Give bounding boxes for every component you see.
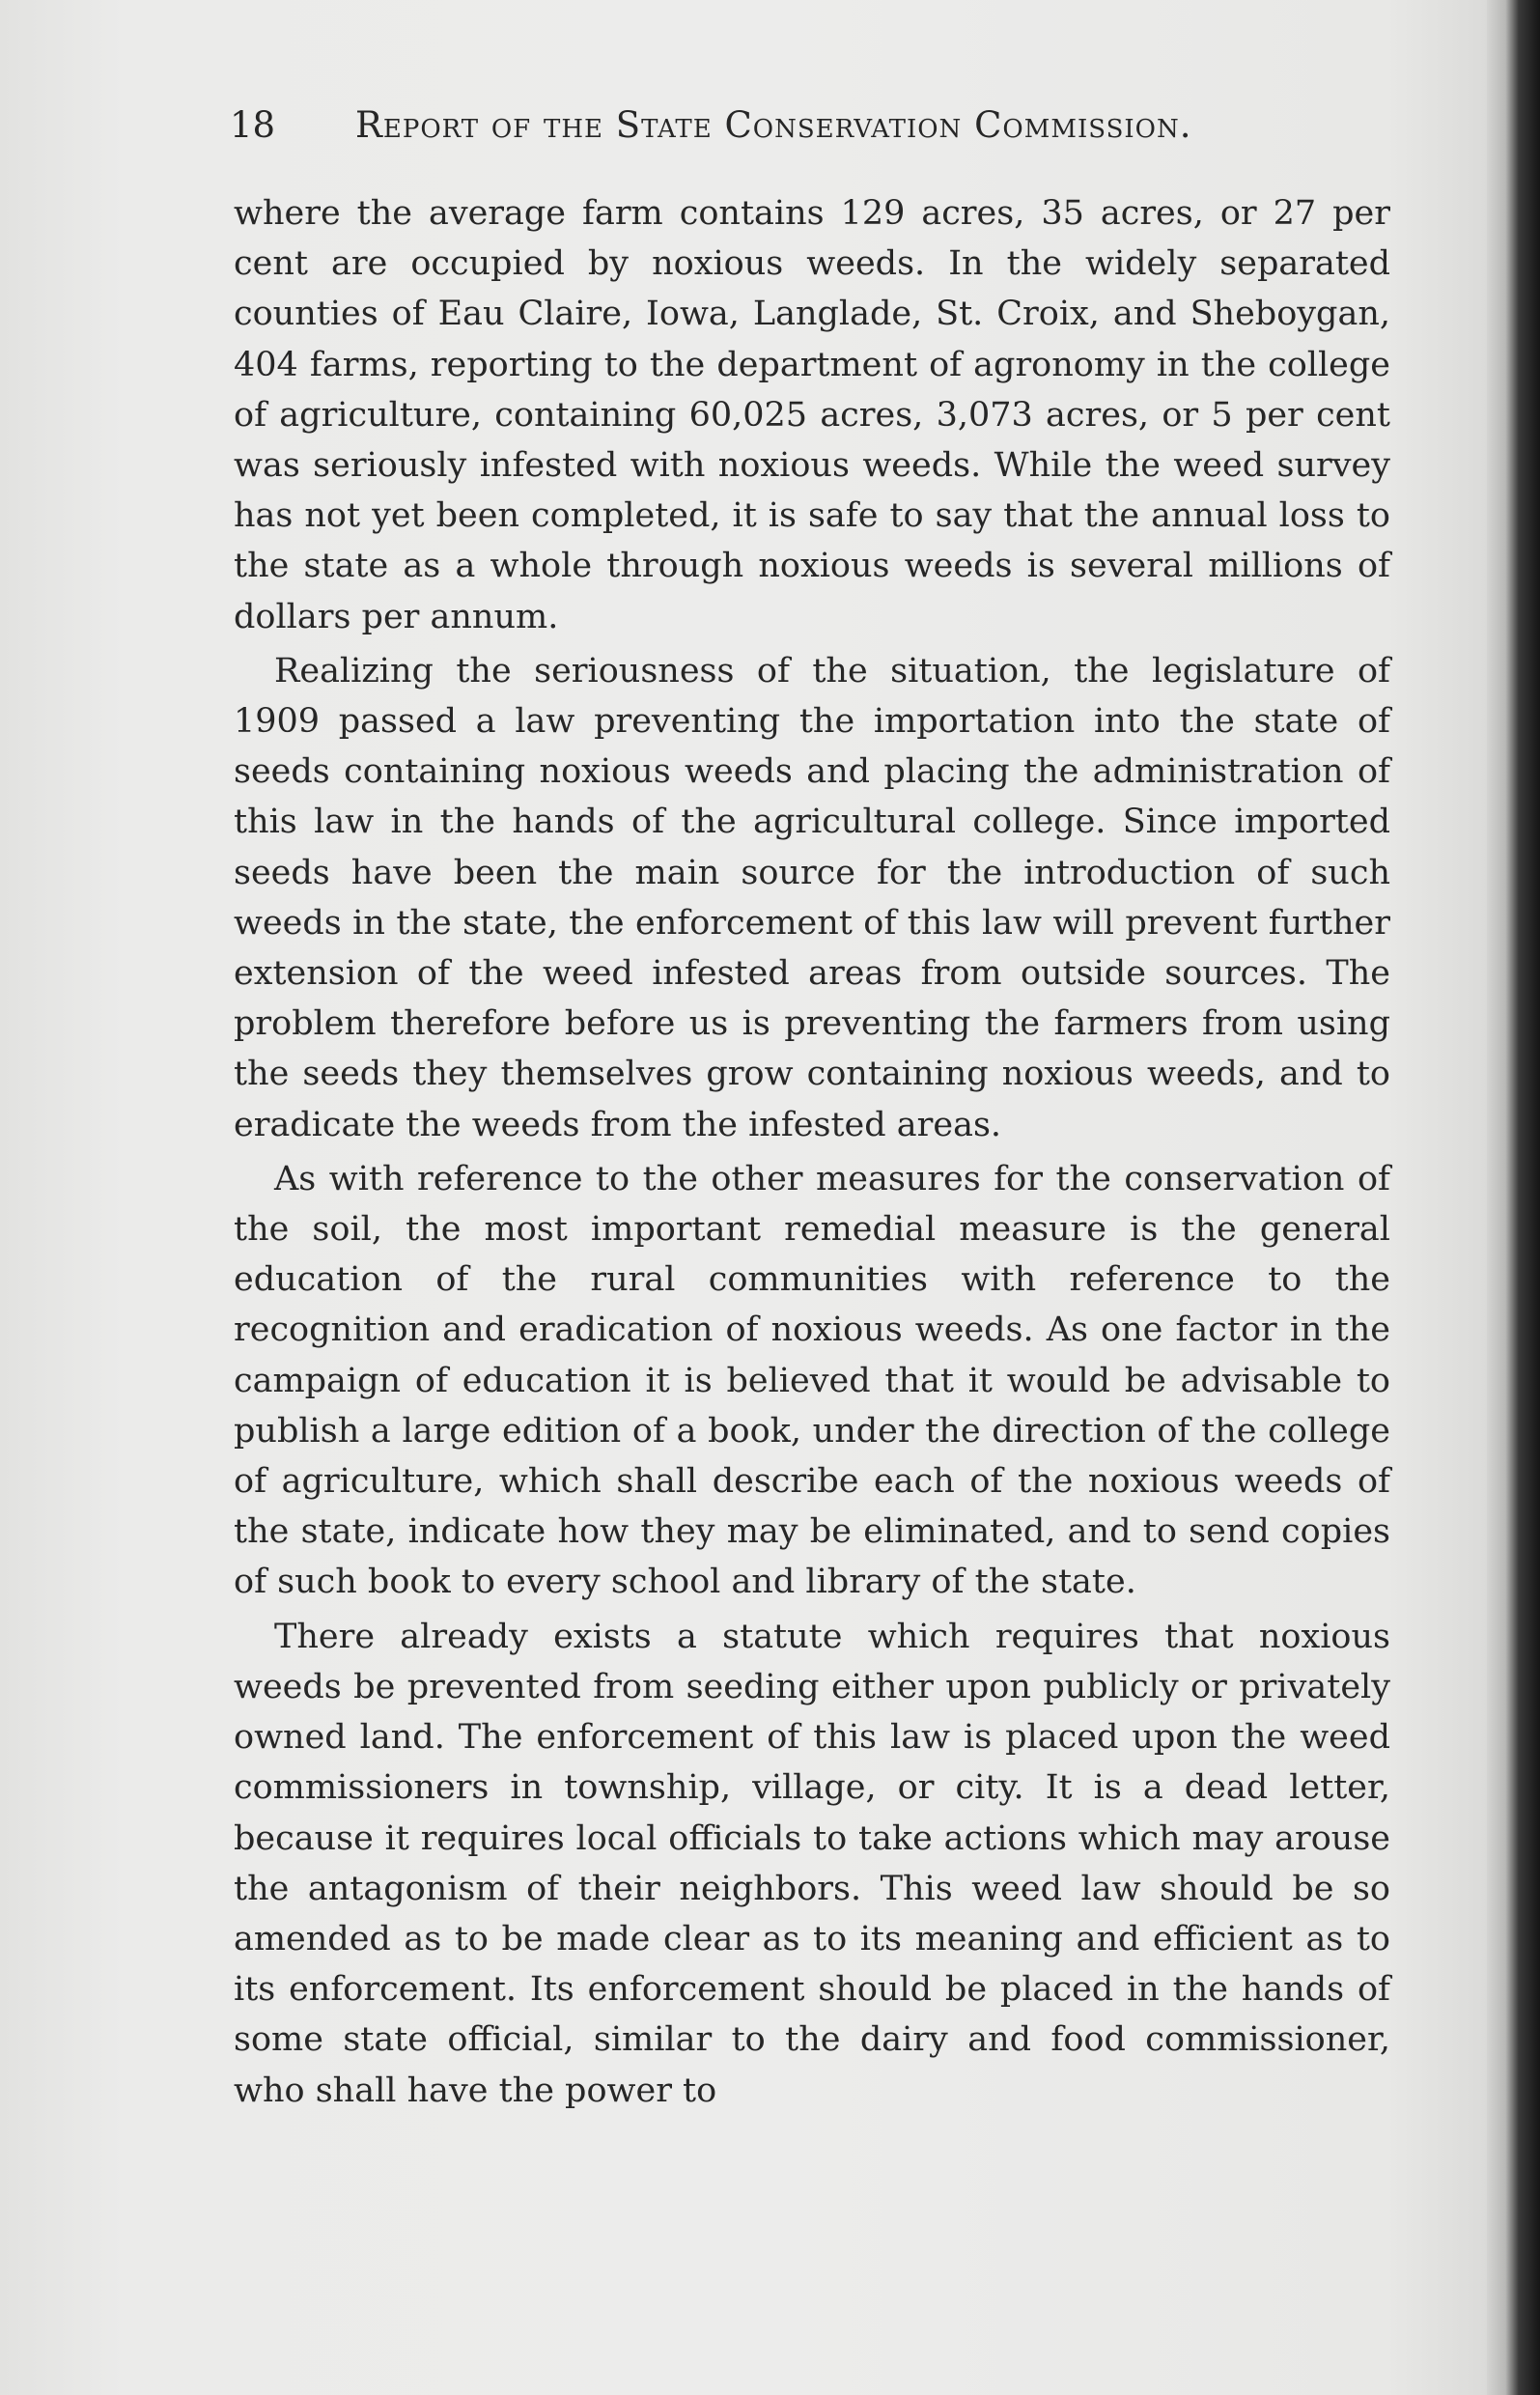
paragraph-legislature: Realizing the seriousness of the situation, the legislature of 1909 passed a law preventing the importation into the state of seeds containing noxious weeds and placing the administration of this law in the hands of the agricultural college. Since imported seeds have been the main source for the introduction of such weeds in the state, the enforcement of this law will prevent further extension of the weed infested areas from outside sources. The problem therefore before us is preventing the farmers from using the seeds they themselves grow containing noxious weeds, and to eradicate the weeds from the infested areas. <box>234 651 1390 1144</box>
paragraph-continued: where the average farm contains 129 acres, 35 acres, or 27 per cent are occupied by noxious weeds. In the widely separated counties of Eau Claire, Iowa, Langlade, St. Croix, and Sheboygan, 404 farms, reporting to the department of agronomy in the college of agriculture, containing 60,025 acres, 3,073 acres, or 5 per cent was seriously infested with noxious weeds. While the weed survey has not yet been completed, it is safe to say that the annual loss to the state as a whole through noxious weeds is several millions of dollars per annum. <box>234 194 1390 636</box>
running-title: Report of the State Conservation Commission. <box>355 104 1192 146</box>
page-header <box>230 97 1388 155</box>
body-text <box>234 188 1390 2120</box>
paragraph-education: As with reference to the other measures for the conservation of the soil, the most important remedial measure is the general education of the rural communities with reference to the recognition and eradication of noxious weeds. As one factor in the campaign of education it is believed that it would be advisable to publish a large edition of a book, under the direction of the college of agriculture, which shall describe each of the noxious weeds of the state, indicate how they may be eliminated, and to send copies of such book to every school and library of the state. <box>234 1159 1390 1602</box>
book-binding-edge <box>1487 0 1540 2395</box>
paragraph-statute: There already exists a statute which requires that noxious weeds be prevented from seeding either upon publicly or privately owned land. The enforcement of this law is placed upon the weed commissioners in township, village, or city. It is a dead letter, because it requires local officials to take actions which may arouse the antagonism of their neighbors. This weed law should be so amended as to be made clear as to its meaning and efficient as to its enforcement. Its enforcement should be placed in the hands of some state official, similar to the dairy and food commissioner, who shall have the power to <box>234 1617 1390 2110</box>
page-number: 18 <box>230 104 276 146</box>
